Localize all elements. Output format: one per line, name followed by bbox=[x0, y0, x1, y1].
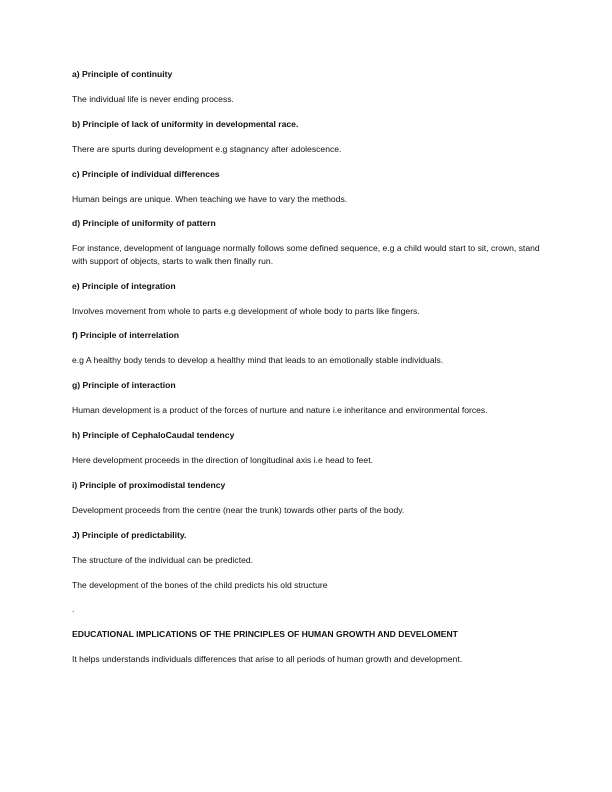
section-heading: h) Principle of CephaloCaudal tendency bbox=[72, 430, 235, 441]
section-body: Human beings are unique. When teaching we have to vary the methods. bbox=[72, 193, 348, 204]
section-heading: a) Principle of continuity bbox=[72, 69, 173, 79]
section-body: There are spurts during development e.g stagnancy after adolescence. bbox=[72, 143, 342, 154]
section-heading: i) Principle of proximodistal tendency bbox=[72, 479, 226, 490]
extra-body-line: The development of the bones of the child predicts his old structure bbox=[72, 579, 328, 590]
section-heading: J) Principle of predictability. bbox=[72, 529, 187, 540]
implications-body: It helps understands individuals differences that arise to all periods of human growth and development. bbox=[72, 653, 463, 664]
implications-heading: EDUCATIONAL IMPLICATIONS OF THE PRINCIPLES OF HUMAN GROWTH AND DEVELOMENT bbox=[72, 628, 458, 639]
section-body: The structure of the individual can be predicted. bbox=[72, 554, 254, 565]
document-page bbox=[72, 68, 542, 665]
section-heading: f) Principle of interrelation bbox=[72, 330, 179, 341]
section-body: Involves movement from whole to parts e.g development of whole body to parts like fingers. bbox=[72, 305, 420, 316]
section-heading: d) Principle of uniformity of pattern bbox=[72, 218, 216, 229]
section-heading: g) Principle of interaction bbox=[72, 380, 176, 391]
section-body: For instance, development of language normally follows some defined sequence, e.g a child would start to sit, crown, stand with support of objects, starts to walk then finally run. bbox=[72, 243, 540, 266]
section-body: Here development proceeds in the direction of longitudinal axis i.e head to feet. bbox=[72, 455, 373, 465]
section-heading: b) Principle of lack of uniformity in developmental race. bbox=[72, 118, 299, 129]
section-body: Human development is a product of the forces of nurture and nature i.e inheritance and environmental forces. bbox=[72, 405, 488, 416]
stray-dot: . bbox=[72, 604, 75, 615]
section-body: The individual life is never ending process. bbox=[72, 93, 234, 104]
section-heading: c) Principle of individual differences bbox=[72, 168, 220, 179]
section-body: e.g A healthy body tends to develop a healthy mind that leads to an emotionally stable individuals. bbox=[72, 355, 444, 366]
section-heading: e) Principle of integration bbox=[72, 280, 176, 291]
section-body: Development proceeds from the centre (near the trunk) towards other parts of the body. bbox=[72, 504, 405, 515]
